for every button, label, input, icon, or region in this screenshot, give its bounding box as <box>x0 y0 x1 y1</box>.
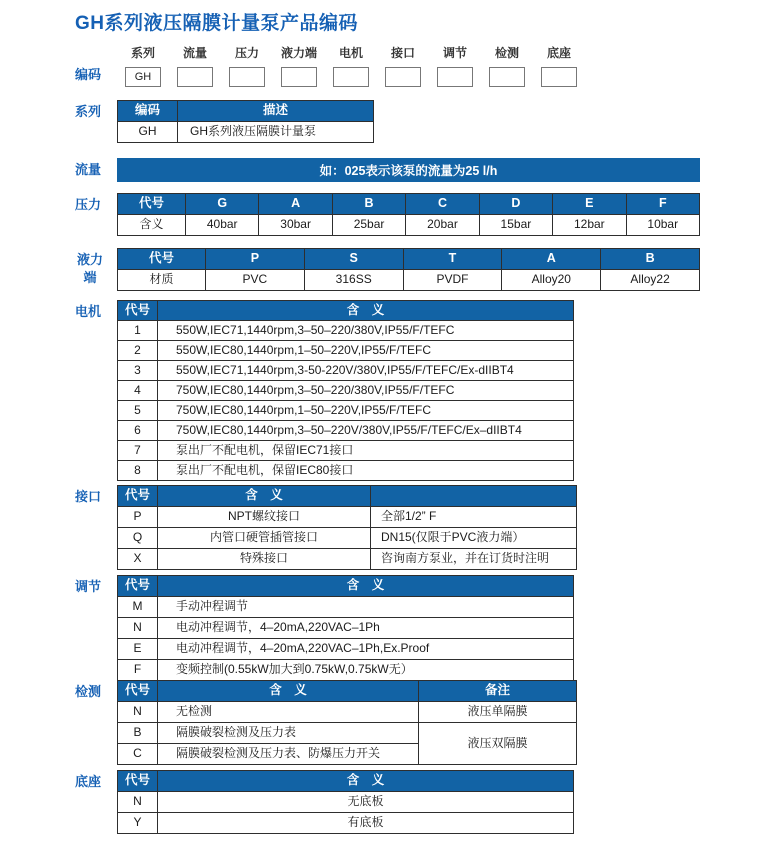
table-row <box>118 549 577 570</box>
code-field-label: 电机 <box>338 46 363 60</box>
table-cell: 1 <box>118 321 158 341</box>
column-header: 含 义 <box>158 681 419 702</box>
table-row <box>118 341 574 361</box>
table-row <box>118 270 700 291</box>
code-box <box>333 67 369 87</box>
table-row <box>118 321 574 341</box>
table-row <box>118 792 574 813</box>
table-header-row <box>118 194 700 215</box>
table-cell: 泵出厂不配电机，保留IEC80接口 <box>158 461 574 481</box>
code-field <box>429 44 481 87</box>
table-cell: E <box>118 639 158 660</box>
table-row <box>118 122 374 143</box>
table-cell: 含义 <box>118 215 186 236</box>
table-cell: F <box>118 660 158 681</box>
section-flow-label: 流量 <box>75 162 102 177</box>
column-header: 含 义 <box>158 486 371 507</box>
column-header: T <box>403 249 502 270</box>
coding-label: 编码 <box>75 67 102 83</box>
table-row <box>118 597 574 618</box>
column-header: B <box>601 249 700 270</box>
column-header: 代号 <box>118 486 158 507</box>
column-header: G <box>186 194 259 215</box>
motor-table <box>117 300 574 481</box>
table-cell: 电动冲程调节，4–20mA,220VAC–1Ph,Ex.Proof <box>158 639 574 660</box>
column-header: F <box>626 194 699 215</box>
table-cell: Alloy22 <box>601 270 700 291</box>
table-row <box>118 421 574 441</box>
column-header: C <box>406 194 479 215</box>
section-series-label: 系列 <box>75 104 102 119</box>
code-field <box>117 44 169 87</box>
table-cell: 15bar <box>479 215 552 236</box>
interface-table <box>117 485 577 570</box>
table-cell: Q <box>118 528 158 549</box>
column-header: 含 义 <box>158 771 574 792</box>
table-cell: B <box>118 723 158 744</box>
column-header: 描述 <box>178 101 374 122</box>
section-adjust-label: 调节 <box>75 579 102 594</box>
column-header: 代号 <box>118 301 158 321</box>
table-header-row <box>118 576 574 597</box>
table-cell: 隔膜破裂检测及压力表、防爆压力开关 <box>158 744 419 765</box>
table-cell: DN15(仅限于PVC液力端） <box>371 528 577 549</box>
liquid-end-table <box>117 248 700 291</box>
code-field <box>325 44 377 87</box>
section-interface <box>75 485 577 570</box>
code-field <box>169 44 221 87</box>
column-header: B <box>332 194 405 215</box>
column-header: 含 义 <box>158 576 574 597</box>
table-cell: 7 <box>118 441 158 461</box>
table-cell: M <box>118 597 158 618</box>
table-row <box>118 618 574 639</box>
table-cell: Alloy20 <box>502 270 601 291</box>
table-header-row <box>118 681 577 702</box>
table-cell: 750W,IEC80,1440rpm,3–50–220/380V,IP55/F/TEFC <box>158 381 574 401</box>
table-row <box>118 401 574 421</box>
table-cell: 无检测 <box>158 702 419 723</box>
base-table <box>117 770 574 834</box>
table-cell: 8 <box>118 461 158 481</box>
code-box <box>385 67 421 87</box>
code-box: GH <box>125 67 161 87</box>
section-pressure-label: 压力 <box>75 197 102 212</box>
table-cell: 550W,IEC71,1440rpm,3-50-220V/380V,IP55/F/TEFC/Ex-dIIBT4 <box>158 361 574 381</box>
column-header: P <box>206 249 305 270</box>
section-flow <box>75 158 700 182</box>
table-cell: X <box>118 549 158 570</box>
code-field-label: 接口 <box>390 46 415 60</box>
section-motor-label: 电机 <box>75 304 102 319</box>
pressure-table <box>117 193 700 236</box>
table-cell: 750W,IEC80,1440rpm,1–50–220V,IP55/F/TEFC <box>158 401 574 421</box>
table-row <box>118 507 577 528</box>
column-header: 备注 <box>419 681 577 702</box>
table-row <box>118 361 574 381</box>
column-header: 代号 <box>118 771 158 792</box>
table-cell: 750W,IEC80,1440rpm,3–50–220V/380V,IP55/F/TEFC/Ex–dIIBT4 <box>158 421 574 441</box>
code-box <box>489 67 525 87</box>
table-cell: 20bar <box>406 215 479 236</box>
column-header: 代号 <box>118 249 206 270</box>
code-field <box>273 44 325 87</box>
column-header: S <box>304 249 403 270</box>
table-cell: 材质 <box>118 270 206 291</box>
table-cell: 手动冲程调节 <box>158 597 574 618</box>
table-cell: 内管口硬管插管接口 <box>158 528 371 549</box>
section-motor <box>75 300 574 481</box>
table-cell: 液压双隔膜 <box>419 723 577 765</box>
column-header: D <box>479 194 552 215</box>
detect-table <box>117 680 577 765</box>
table-row <box>118 723 577 744</box>
table-cell: 2 <box>118 341 158 361</box>
code-field-label: 底座 <box>546 46 571 60</box>
column-header: 编码 <box>118 101 178 122</box>
code-field-label: 系列 <box>130 46 155 60</box>
table-row <box>118 639 574 660</box>
code-box <box>177 67 213 87</box>
table-cell: 6 <box>118 421 158 441</box>
table-cell: 变频控制(0.55kW加大到0.75kW,0.75kW无） <box>158 660 574 681</box>
code-box <box>281 67 317 87</box>
table-row <box>118 702 577 723</box>
page-title: GH系列液压隔膜计量泵产品编码 <box>75 13 359 34</box>
table-row <box>118 660 574 681</box>
adjust-table <box>117 575 574 681</box>
coding-row <box>75 44 585 87</box>
section-pressure <box>75 193 700 236</box>
table-cell: 无底板 <box>158 792 574 813</box>
section-series <box>75 100 374 143</box>
table-row <box>118 528 577 549</box>
table-row <box>118 461 574 481</box>
table-header-row <box>118 486 577 507</box>
table-cell: 550W,IEC80,1440rpm,1–50–220V,IP55/F/TEFC <box>158 341 574 361</box>
table-cell: 泵出厂不配电机，保留IEC71接口 <box>158 441 574 461</box>
code-box <box>229 67 265 87</box>
table-cell: N <box>118 618 158 639</box>
code-field <box>481 44 533 87</box>
series-table <box>117 100 374 143</box>
table-cell: 316SS <box>304 270 403 291</box>
table-row <box>118 441 574 461</box>
section-detect <box>75 680 577 765</box>
table-cell: 特殊接口 <box>158 549 371 570</box>
section-liquid-end <box>75 248 700 291</box>
table-cell: P <box>118 507 158 528</box>
table-cell: 30bar <box>259 215 332 236</box>
table-cell: PVC <box>206 270 305 291</box>
table-cell: N <box>118 792 158 813</box>
section-interface-label: 接口 <box>75 489 102 504</box>
code-fields <box>117 44 585 87</box>
section-adjust <box>75 575 574 681</box>
table-cell: C <box>118 744 158 765</box>
table-cell: 40bar <box>186 215 259 236</box>
code-field <box>377 44 429 87</box>
table-cell: 4 <box>118 381 158 401</box>
section-detect-label: 检测 <box>75 684 102 699</box>
column-header: A <box>259 194 332 215</box>
column-header <box>371 486 577 507</box>
section-base <box>75 770 574 834</box>
column-header: E <box>553 194 626 215</box>
table-row <box>118 813 574 834</box>
table-cell: 液压单隔膜 <box>419 702 577 723</box>
table-row <box>118 215 700 236</box>
column-header: 含 义 <box>158 301 574 321</box>
table-cell: 电动冲程调节，4–20mA,220VAC–1Ph <box>158 618 574 639</box>
table-cell: GH <box>118 122 178 143</box>
table-cell: PVDF <box>403 270 502 291</box>
table-cell: 有底板 <box>158 813 574 834</box>
table-cell: Y <box>118 813 158 834</box>
table-cell: 咨询南方泵业，并在订货时注明 <box>371 549 577 570</box>
table-row <box>118 381 574 401</box>
column-header: 代号 <box>118 681 158 702</box>
flow-note-bar: 如：025表示该泵的流量为25 l/h <box>117 158 700 182</box>
column-header: 代号 <box>118 576 158 597</box>
table-header-row <box>118 101 374 122</box>
code-field <box>221 44 273 87</box>
table-header-row <box>118 301 574 321</box>
table-cell: 3 <box>118 361 158 381</box>
code-box <box>437 67 473 87</box>
code-box <box>541 67 577 87</box>
table-cell: 550W,IEC71,1440rpm,3–50–220/380V,IP55/F/TEFC <box>158 321 574 341</box>
column-header: A <box>502 249 601 270</box>
code-field-label: 检测 <box>494 46 519 60</box>
code-field-label: 调节 <box>442 46 467 60</box>
table-cell: 25bar <box>332 215 405 236</box>
table-header-row <box>118 249 700 270</box>
table-cell: GH系列液压隔膜计量泵 <box>178 122 374 143</box>
table-cell: 5 <box>118 401 158 421</box>
code-field <box>533 44 585 87</box>
code-field-label: 液力端 <box>280 46 317 60</box>
code-field-label: 压力 <box>234 46 259 60</box>
column-header: 代号 <box>118 194 186 215</box>
table-cell: N <box>118 702 158 723</box>
table-cell: 全部1/2” F <box>371 507 577 528</box>
section-liquid-end-label: 液力端 <box>76 252 103 285</box>
table-cell: NPT螺纹接口 <box>158 507 371 528</box>
table-header-row <box>118 771 574 792</box>
table-cell: 10bar <box>626 215 699 236</box>
code-field-label: 流量 <box>182 46 207 60</box>
table-cell: 隔膜破裂检测及压力表 <box>158 723 419 744</box>
table-cell: 12bar <box>553 215 626 236</box>
section-base-label: 底座 <box>75 774 102 789</box>
